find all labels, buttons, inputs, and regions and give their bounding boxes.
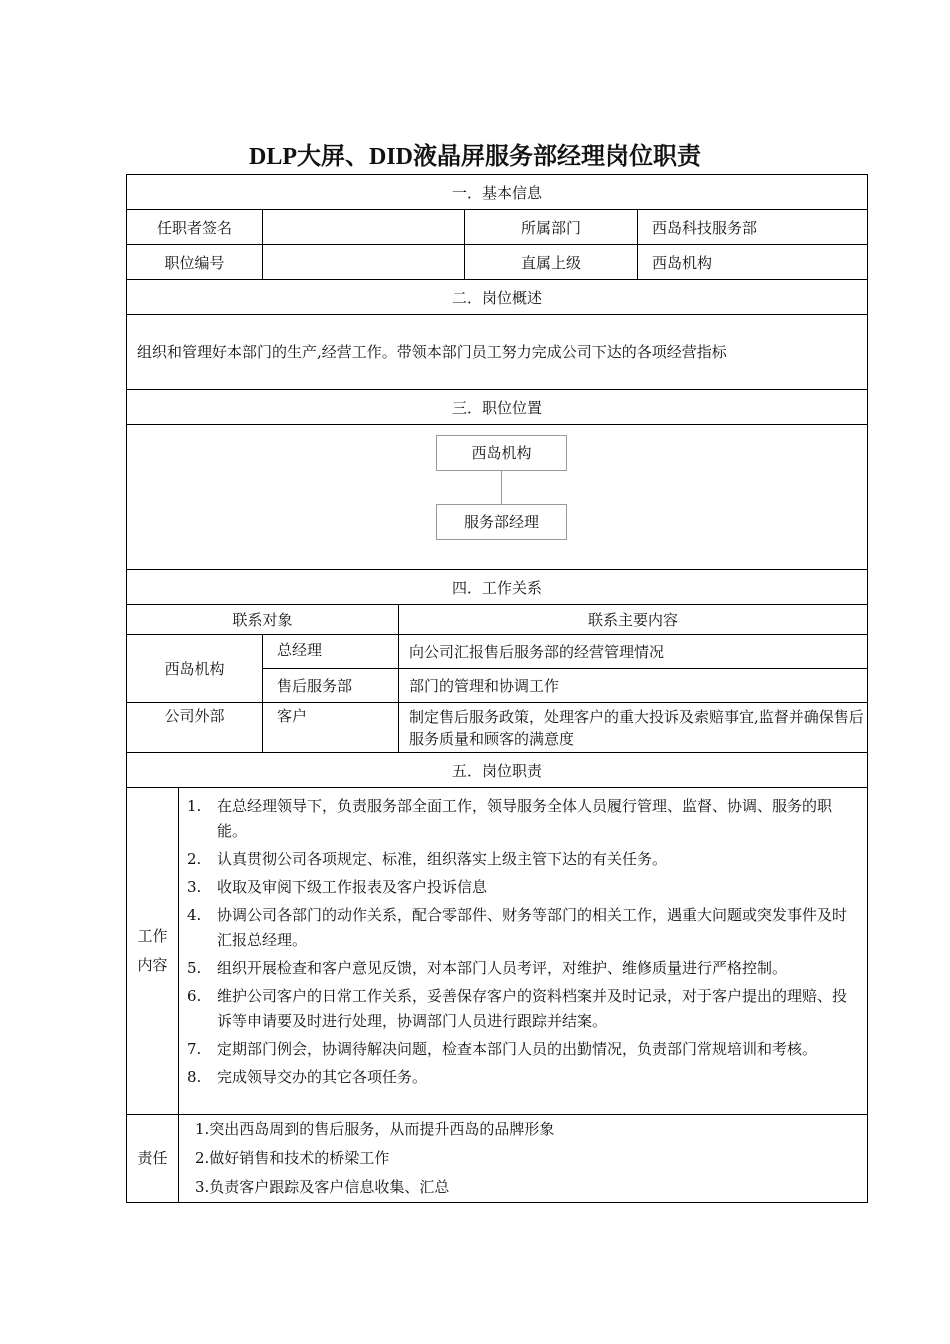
relation-service-dept: 售后服务部 [263,669,399,703]
duty-number: 6. [187,987,202,1005]
signer-label: 任职者签名 [127,210,263,245]
work-content-text: 工作内容 [137,927,168,974]
duty-text: 完成领导交办的其它各项任务。 [217,1068,428,1086]
duty-number: 2. [187,850,202,868]
job-description-table [126,174,868,1203]
duty-item [187,903,859,953]
relation-group-xidao: 西岛机构 [127,635,263,703]
duties-list-cell [179,788,868,1115]
section-position-heading: 三．职位位置 [127,390,868,425]
responsibility-list [179,1115,867,1202]
duty-number: 1. [187,797,202,815]
department-label: 所属部门 [465,210,638,245]
duty-text: 在总经理领导下，负责服务部全面工作，领导服务全体人员履行管理、监督、协调、服务的职能。 [217,797,833,840]
responsibility-list-cell [179,1115,868,1203]
relation-customer-content: 制定售后服务政策，处理客户的重大投诉及索赔事宜,监督并确保售后服务质量和顾客的满意度 [399,703,868,753]
relation-gm: 总经理 [263,635,399,669]
org-chart [127,425,867,569]
position-code-label: 职位编号 [127,245,263,280]
section-basic-info-heading: 一．基本信息 [127,175,868,210]
responsibility-label: 责任 [127,1115,179,1203]
section-overview-heading: 二．岗位概述 [127,280,868,315]
section-relations-heading: 四．工作关系 [127,570,868,605]
org-node-xidao: 西岛机构 [436,435,567,471]
responsibility-item: 2.做好销售和技术的桥梁工作 [195,1149,390,1167]
duty-item [187,1037,859,1062]
signer-value [263,210,465,245]
duty-number: 5. [187,959,202,977]
duty-item [187,794,859,844]
work-content-label [127,788,179,1115]
duty-number: 8. [187,1068,202,1086]
duty-text: 组织开展检查和客户意见反馈，对本部门人员考评，对维护、维修质量进行严格控制。 [217,959,788,977]
relation-service-dept-content: 部门的管理和协调工作 [399,669,868,703]
relation-content-header: 联系主要内容 [399,605,868,635]
org-connector [501,470,502,504]
org-chart-cell [127,425,868,570]
duty-text: 维护公司客户的日常工作关系，妥善保存客户的资料档案并及时记录，对于客户提出的理赔、投诉等申请要及时进行处理，协调部门人员进行跟踪并结案。 [217,987,848,1030]
duty-number: 4. [187,906,202,924]
org-node-service-manager: 服务部经理 [436,504,567,540]
duties-list [187,794,859,1090]
duty-item [187,1065,859,1090]
relation-gm-content: 向公司汇报售后服务部的经营管理情况 [399,635,868,669]
page-title: DLP大屏、DID液晶屏服务部经理岗位职责 [248,144,701,170]
duty-text: 定期部门例会，协调待解决问题，检查本部门人员的出勤情况，负责部门常规培训和考核。 [217,1040,818,1058]
duty-item [187,875,859,900]
relation-group-external: 公司外部 [127,703,263,753]
position-summary: 组织和管理好本部门的生产,经营工作。带领本部门员工努力完成公司下达的各项经营指标 [127,315,868,390]
duty-text: 协调公司各部门的动作关系，配合零部件、财务等部门的相关工作，遇重大问题或突发事件及时汇报总经理。 [217,906,848,949]
duty-text: 认真贯彻公司各项规定、标准，组织落实上级主管下达的有关任务。 [217,850,668,868]
responsibility-item: 3.负责客户跟踪及客户信息收集、汇总 [195,1178,450,1196]
duty-number: 3. [187,878,202,896]
relation-object-header: 联系对象 [127,605,399,635]
superior-label: 直属上级 [465,245,638,280]
duty-text: 收取及审阅下级工作报表及客户投诉信息 [217,878,488,896]
relation-customer: 客户 [263,703,399,753]
superior-value: 西岛机构 [638,245,868,280]
duty-number: 7. [187,1040,202,1058]
duty-item [187,956,859,981]
duty-item [187,847,859,872]
section-duties-heading: 五．岗位职责 [127,753,868,788]
duty-item [187,984,859,1034]
department-value: 西岛科技服务部 [638,210,868,245]
responsibility-item: 1.突出西岛周到的售后服务，从而提升西岛的品牌形象 [195,1120,555,1138]
position-code-value [263,245,465,280]
